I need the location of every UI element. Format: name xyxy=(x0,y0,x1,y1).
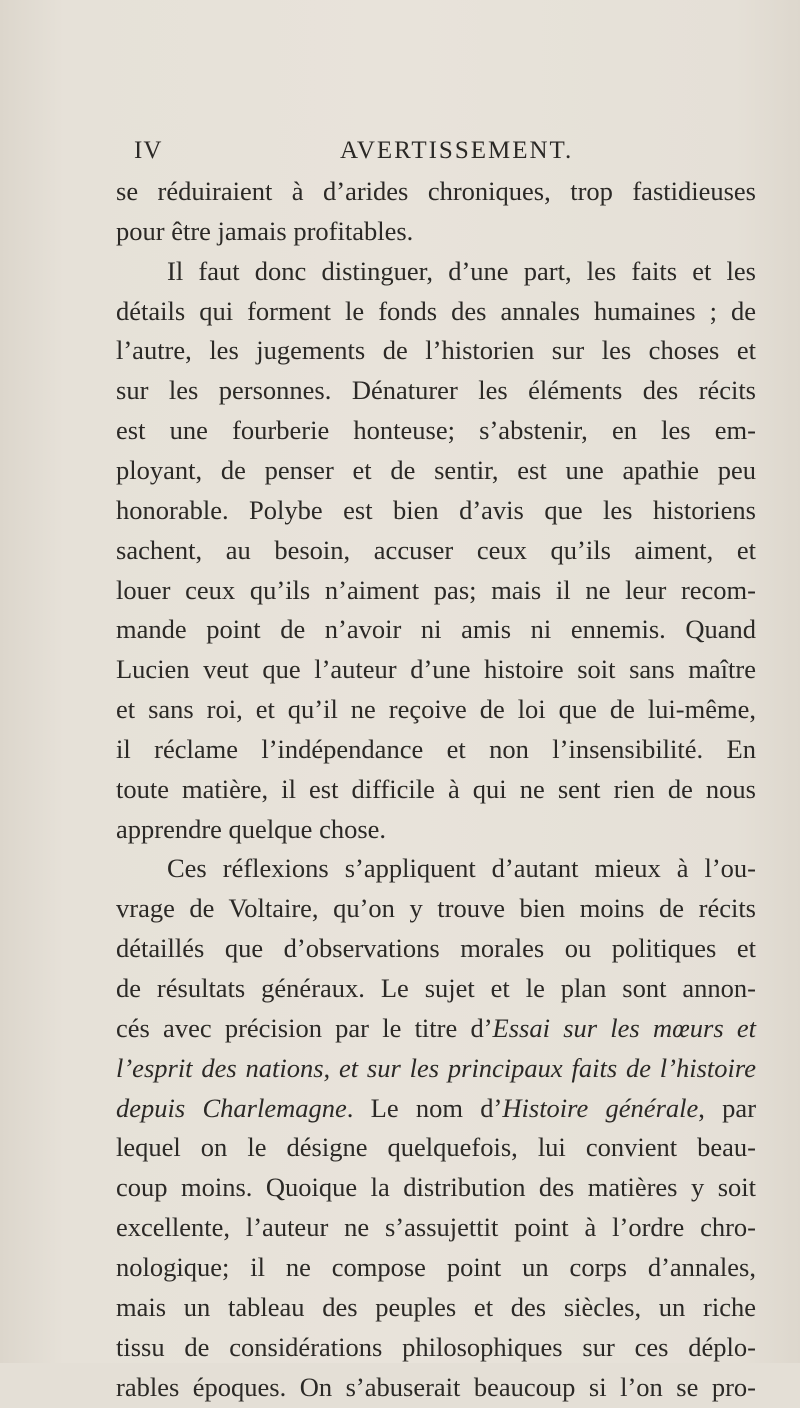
text-segment: Ces réflexions s’appliquent d’autant mieux à l’ou- xyxy=(167,853,756,884)
page-number: IV xyxy=(134,137,163,164)
text-segment: ployant, de penser et de sentir, est une apathie peu xyxy=(116,454,756,485)
italic-text: Essai sur les mœurs et xyxy=(492,1012,756,1043)
text-segment: pour être jamais profitables. xyxy=(116,215,414,246)
page-header xyxy=(134,137,714,167)
text-line xyxy=(116,329,756,371)
text-line xyxy=(116,1246,756,1288)
text-segment: de résultats généraux. Le sujet et le plan sont annon- xyxy=(116,973,756,1003)
text-line xyxy=(116,1326,756,1368)
text-segment: . Le nom d’ xyxy=(346,1092,503,1123)
text-line xyxy=(116,1206,756,1248)
text-line xyxy=(116,728,756,770)
italic-text: Histoire générale xyxy=(502,1092,699,1123)
text-segment: toute matière, il est difficile à qui ne sent rien de nous xyxy=(116,773,756,804)
text-segment: lequel on le désigne quelquefois, lui convient beau- xyxy=(116,1132,756,1163)
text-line xyxy=(116,1047,756,1089)
text-segment: sachent, au besoin, accuser ceux qu’ils aiment, et xyxy=(116,534,756,565)
text-segment: vrage de Voltaire, qu’on y trouve bien moins de récits xyxy=(116,893,756,924)
text-segment: cés avec précision par le titre d’ xyxy=(116,1012,493,1043)
italic-text: l’esprit des nations, et sur les principaux faits de l’histoire xyxy=(116,1052,756,1083)
text-segment: nologique; il ne compose point un corps d’annales, xyxy=(116,1251,756,1282)
text-line xyxy=(116,1366,756,1408)
text-line xyxy=(116,808,756,850)
text-line xyxy=(167,847,756,889)
text-segment: il réclame l’indépendance et non l’insensibilité. En xyxy=(116,733,756,764)
text-segment: mande point de n’avoir ni amis ni ennemis. Quand xyxy=(116,614,756,645)
text-line xyxy=(116,927,756,969)
text-line xyxy=(116,1087,756,1129)
text-segment: détaillés que d’observations morales ou politiques et xyxy=(116,933,756,964)
text-segment: est une fourberie honteuse; s’abstenir, en les em- xyxy=(116,415,756,446)
text-segment: rables époques. On s’abuserait beaucoup si l’on se pro- xyxy=(116,1371,756,1402)
text-line xyxy=(116,1286,756,1328)
text-segment: tissu de considérations philosophiques sur ces déplo- xyxy=(116,1331,756,1362)
text-line xyxy=(116,768,756,810)
text-segment: Il faut donc distinguer, d’une part, les faits et les xyxy=(167,255,756,286)
text-segment: détails qui forment le fonds des annales humaines ; de xyxy=(116,295,756,326)
text-line xyxy=(116,608,756,650)
text-line xyxy=(116,648,756,690)
text-line xyxy=(116,170,756,212)
text-segment: louer ceux qu’ils n’aiment pas; mais il ne leur recom- xyxy=(116,574,756,605)
text-line xyxy=(116,1007,756,1049)
running-head: AVERTISSEMENT. xyxy=(340,137,574,164)
text-line xyxy=(116,1166,756,1208)
italic-text: depuis Charlemagne xyxy=(116,1092,347,1123)
text-segment: mais un tableau des peuples et des siècles, un riche xyxy=(116,1291,756,1322)
text-segment: l’autre, les jugements de l’historien sur les choses et xyxy=(116,335,756,366)
text-line xyxy=(116,529,756,571)
text-line xyxy=(116,887,756,929)
text-segment: sur les personnes. Dénaturer les éléments des récits xyxy=(116,375,756,406)
text-line xyxy=(116,369,756,411)
text-line xyxy=(167,250,756,292)
text-line xyxy=(116,449,756,491)
text-line xyxy=(116,409,756,451)
text-line xyxy=(116,569,756,611)
text-segment: Lucien veut que l’auteur d’une histoire soit sans maître xyxy=(116,654,756,685)
text-line xyxy=(116,1126,756,1168)
text-segment: apprendre quelque chose. xyxy=(116,813,387,844)
text-segment: , par xyxy=(698,1092,757,1123)
text-segment: honorable. Polybe est bien d’avis que les historiens xyxy=(116,494,756,525)
text-line xyxy=(116,688,756,730)
text-segment: et sans roi, et qu’il ne reçoive de loi que de lui-même, xyxy=(116,694,756,725)
text-segment: coup moins. Quoique la distribution des matières y soit xyxy=(116,1172,756,1203)
text-segment: excellente, l’auteur ne s’assujettit point à l’ordre chro- xyxy=(116,1212,756,1243)
text-line xyxy=(116,290,756,332)
text-segment: se réduiraient à d’arides chroniques, trop fastidieuses xyxy=(116,176,756,206)
text-line xyxy=(116,210,756,252)
text-line xyxy=(116,967,756,1009)
text-line xyxy=(116,489,756,531)
